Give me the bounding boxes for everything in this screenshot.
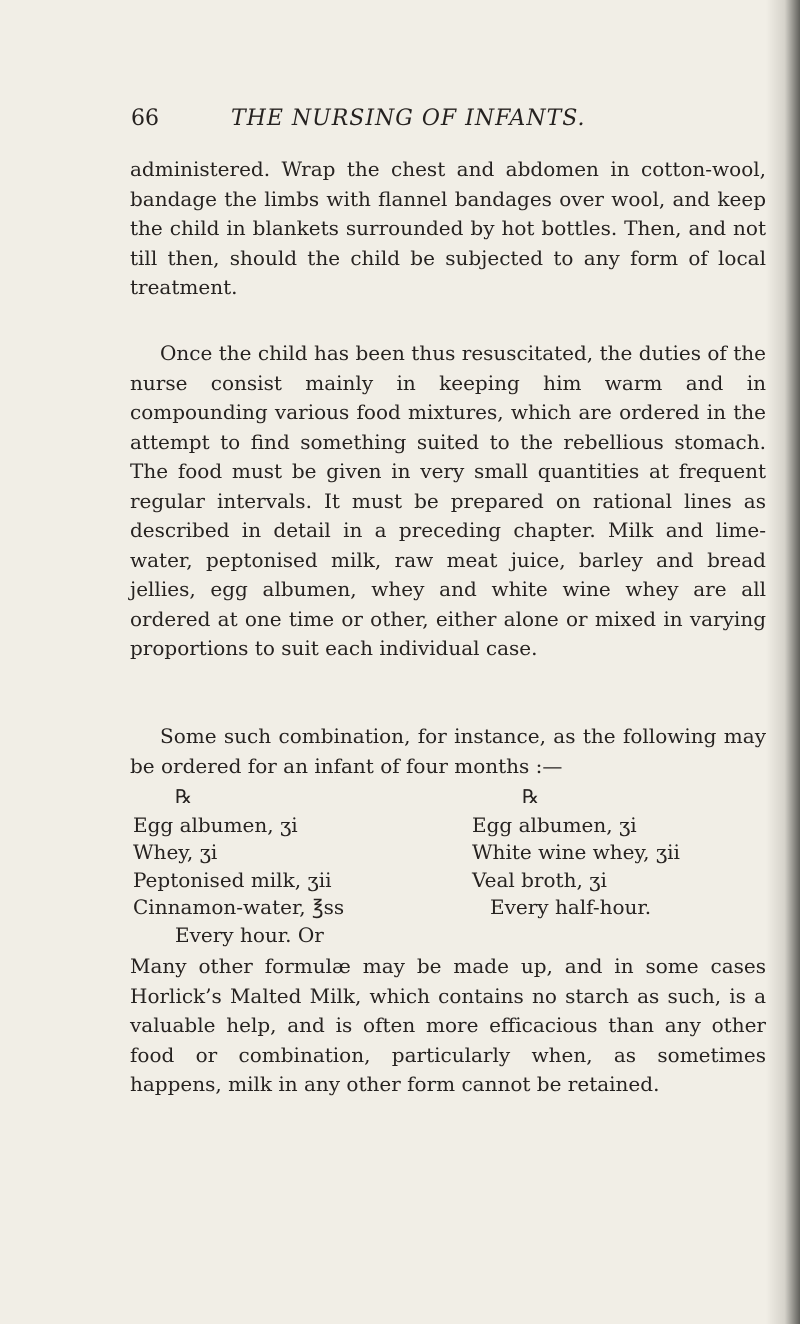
prescription-line: Egg albumen, ʒi (133, 812, 298, 837)
recipe-symbol: ℞ (175, 786, 193, 808)
running-title: THE NURSING OF INFANTS. (231, 106, 586, 131)
prescription-line: Veal broth, ʒi (472, 867, 607, 892)
page-edge-shadow (766, 0, 800, 1324)
paragraph-text: Once the child has been thus resuscitated, the duties of the nurse consist mainly in keeping him warm and in compounding various food mixtures, which are ordered in the attempt to find something suited to the rebellious stomach. The food must be given in very small quantities at frequent regular intervals. It must be prepared on rational lines as described in detail in a preceding chapter. Milk and lime-water, peptonised milk, raw meat juice, barley and bread jellies, egg albumen, whey and white wine whey are all ordered at one time or other, either alone or mixed in varying proportions to suit each individual case. (130, 341, 766, 660)
prescription-line: Every hour. Or (175, 922, 324, 947)
paragraph-other-formulae (130, 952, 766, 1100)
paragraph-resuscitation (130, 155, 766, 303)
paragraph-text: administered. Wrap the chest and abdomen in cotton-wool, bandage the limbs with flannel bandages over wool, and keep the child in blankets surrounded by hot bottles. Then, and not till then, should the child be subjected to any form of local treatment. (130, 157, 766, 299)
prescription-left (133, 784, 344, 949)
prescription-line: Egg albumen, ʒi (472, 812, 637, 837)
prescription-right (472, 784, 680, 922)
paragraph-text: Some such combination, for instance, as the following may be ordered for an infant of four months :— (130, 724, 766, 778)
prescription-line: Every half-hour. (490, 895, 652, 919)
prescription-line: Cinnamon-water, ℥ss (133, 895, 345, 919)
page-header (131, 104, 771, 134)
prescription-line: Peptonised milk, ʒii (133, 867, 332, 892)
prescription-line: Whey, ʒi (133, 840, 218, 864)
recipe-symbol: ℞ (522, 786, 540, 808)
paragraph-text: Many other formulæ may be made up, and in some cases Horlick’s Malted Milk, which contains no starch as such, is a valuable help, and is often more efficacious than any other food or combination, particularly when, as sometimes happens, milk in any other form cannot be retained. (130, 954, 766, 1096)
page-number: 66 (131, 106, 159, 131)
paragraph-feeding (130, 339, 766, 664)
prescription-line: White wine whey, ʒii (472, 840, 680, 864)
paragraph-example-intro (130, 722, 766, 781)
